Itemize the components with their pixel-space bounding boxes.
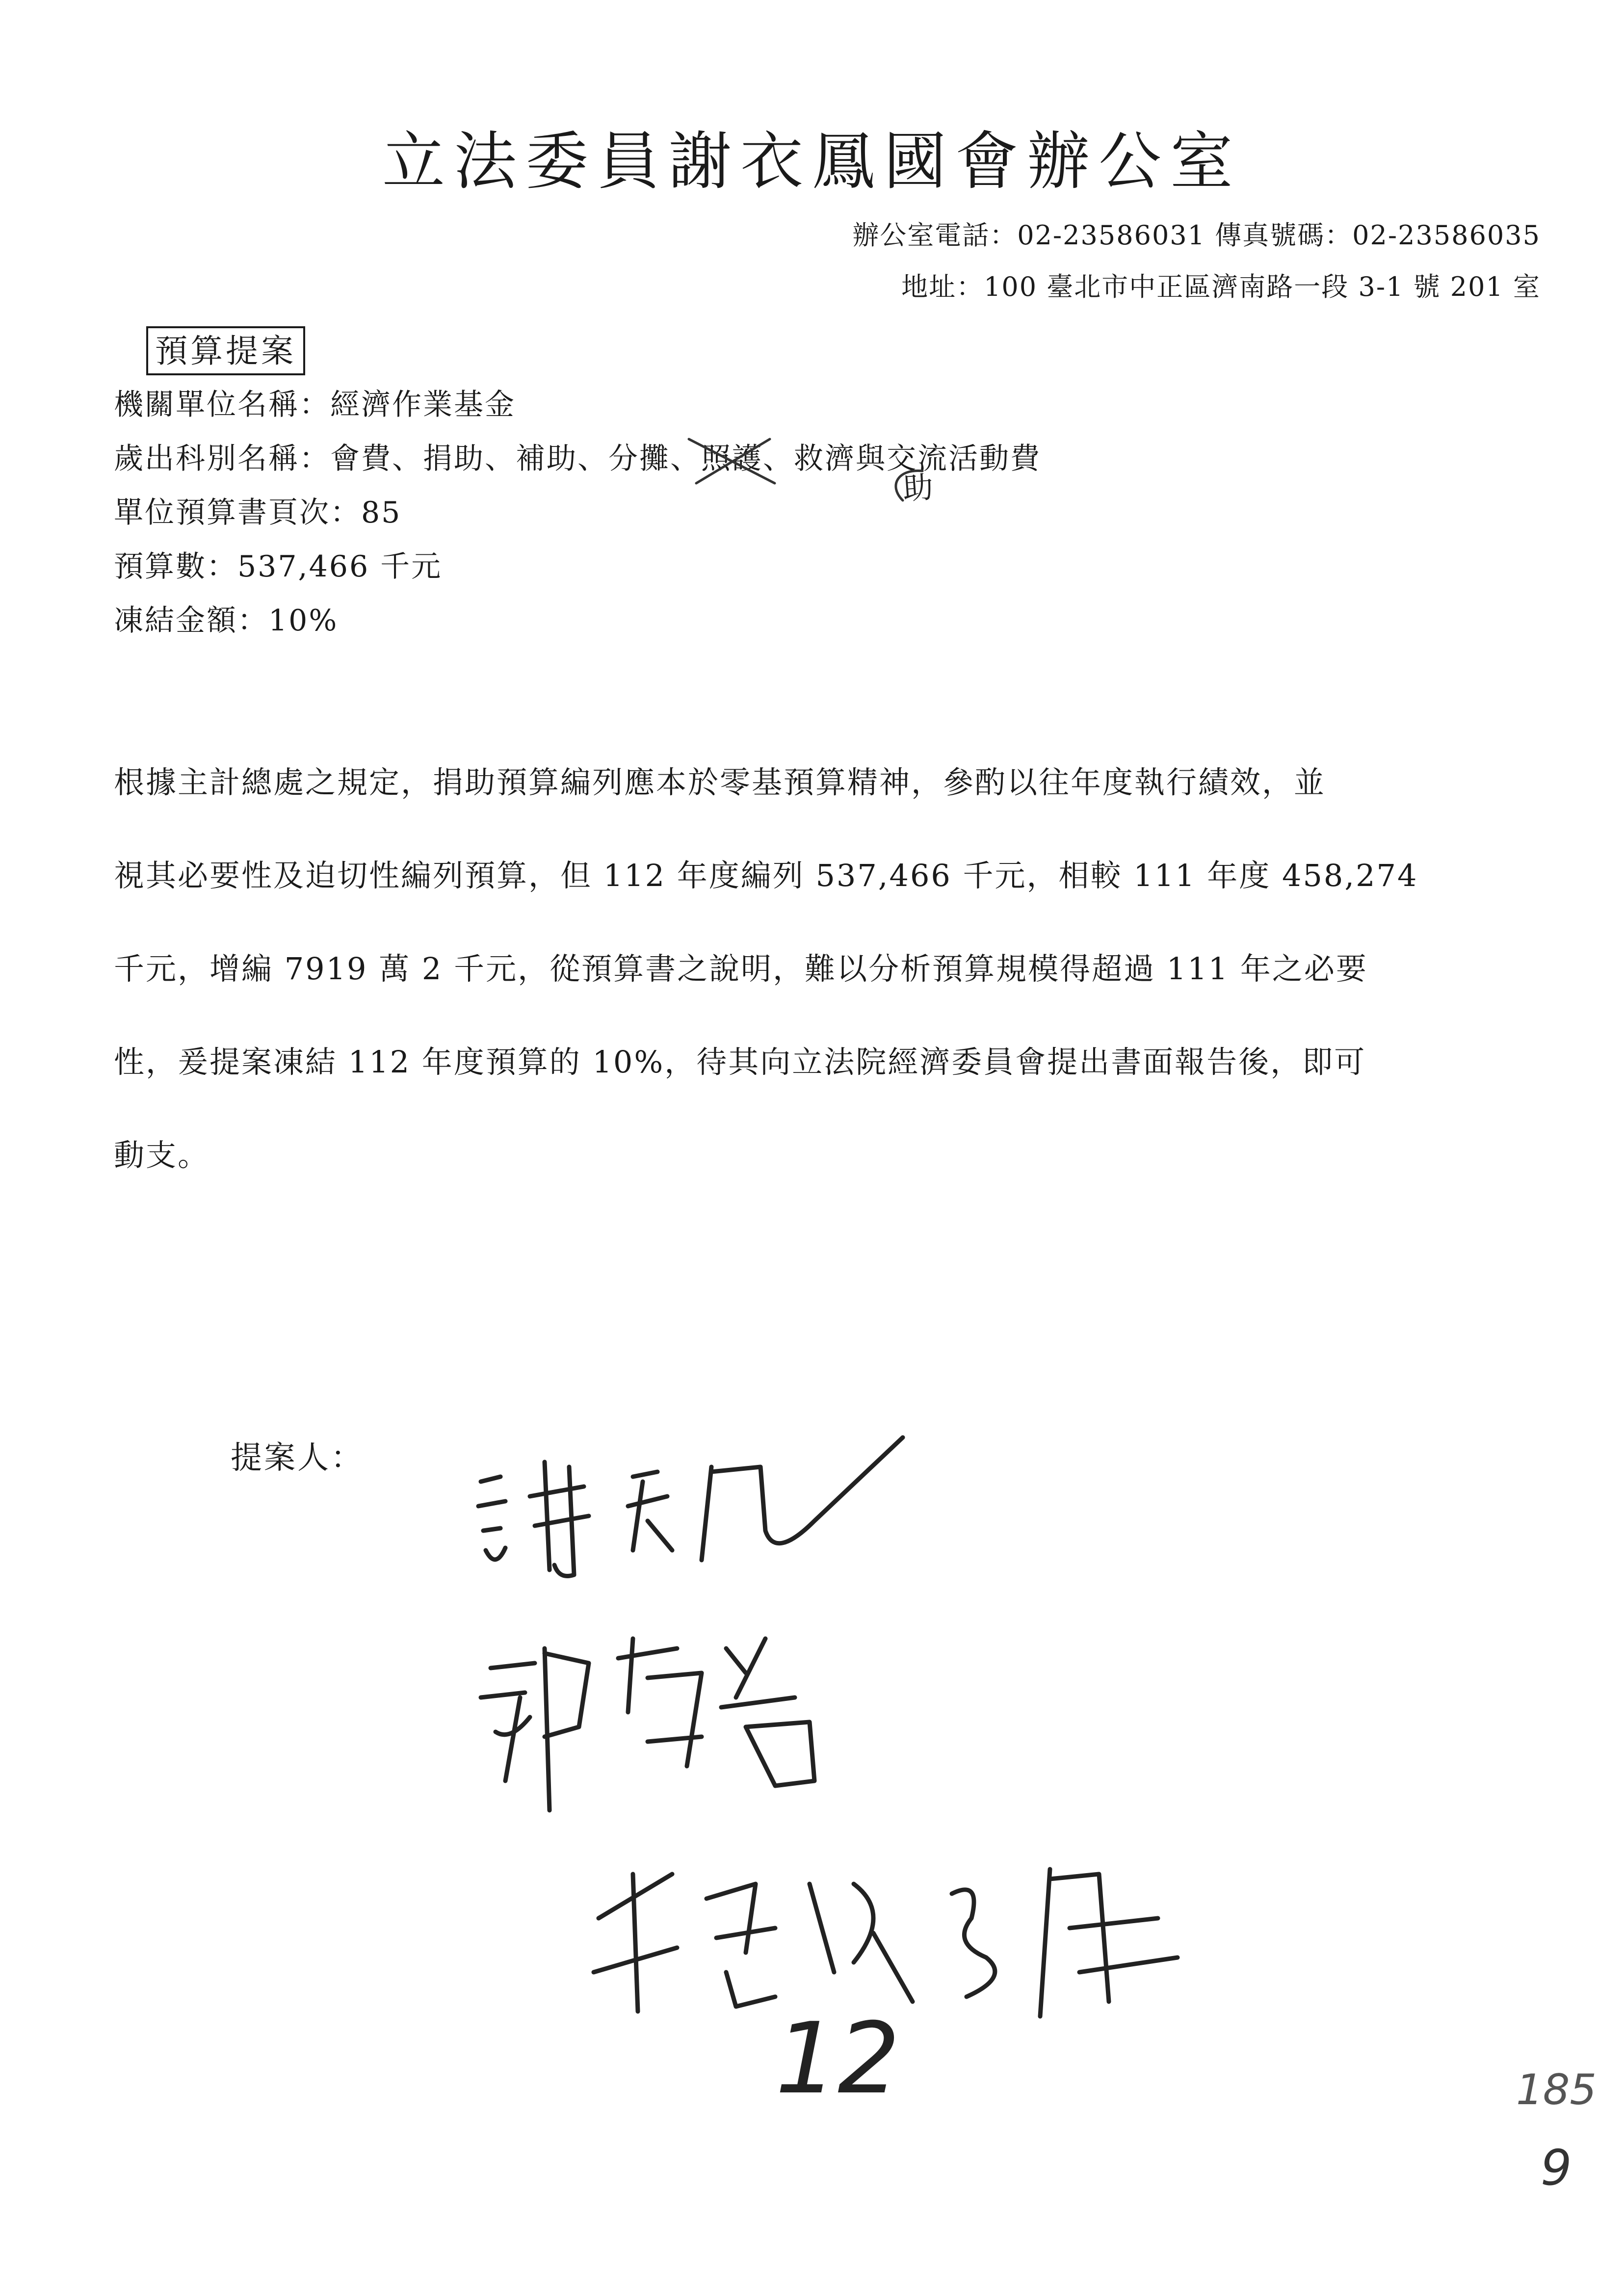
proposer-label: 提案人：	[231, 1440, 364, 1476]
signature-1	[471, 1423, 913, 1585]
proposal-fields	[114, 378, 1041, 648]
office-address: 地址：100 臺北市中正區濟南路一段 3-1 號 201 室	[901, 271, 1541, 302]
budget-amount-field: 預算數：537,466 千元	[114, 549, 443, 584]
page-mark-number: 185	[1516, 2065, 1597, 2114]
freeze-amount-field: 凍結金額：10%	[114, 603, 339, 638]
handwritten-number: 12	[775, 2002, 900, 2116]
proposal-type-label: 預算提案	[146, 326, 305, 375]
correction-circle-mark	[883, 466, 942, 510]
budget-page-field: 單位預算書頁次：85	[114, 496, 402, 530]
agency-field: 機關單位名稱：經濟作業基金	[114, 388, 516, 422]
budget-item-prefix: 歲出科別名稱：會費、捐助、補助、分攤、	[114, 442, 701, 476]
page-mark-check: 9	[1541, 2139, 1572, 2196]
signature-2	[471, 1619, 844, 1825]
office-phone-fax: 辦公室電話：02-23586031 傳真號碼：02-23586035	[852, 220, 1541, 251]
budget-item-suffix: 、救濟與交流活動費	[763, 442, 1041, 476]
body-line: 視其必要性及迫切性編列預算，但 112 年度編列 537,466 千元，相較 111 年度 458,274	[114, 858, 1418, 893]
strike-x-mark	[686, 437, 785, 486]
body-line: 千元，增編 7919 萬 2 千元，從預算書之說明，難以分析預算規模得超過 111 年之必要	[114, 951, 1368, 987]
handwritten-correction: 助	[901, 469, 935, 507]
proposal-body	[114, 736, 1537, 1202]
office-title: 立法委員謝衣鳳國會辦公室	[382, 125, 1242, 198]
body-line: 性，爰提案凍結 112 年度預算的 10%，待其向立法院經濟委員會提出書面報告後，即可	[114, 1044, 1366, 1080]
body-line: 動支。	[114, 1137, 210, 1173]
body-line: 根據主計總處之規定，捐助預算編列應本於零基預算精神，參酌以往年度執行績效，並	[114, 764, 1326, 800]
struck-text: 照護	[701, 432, 763, 486]
